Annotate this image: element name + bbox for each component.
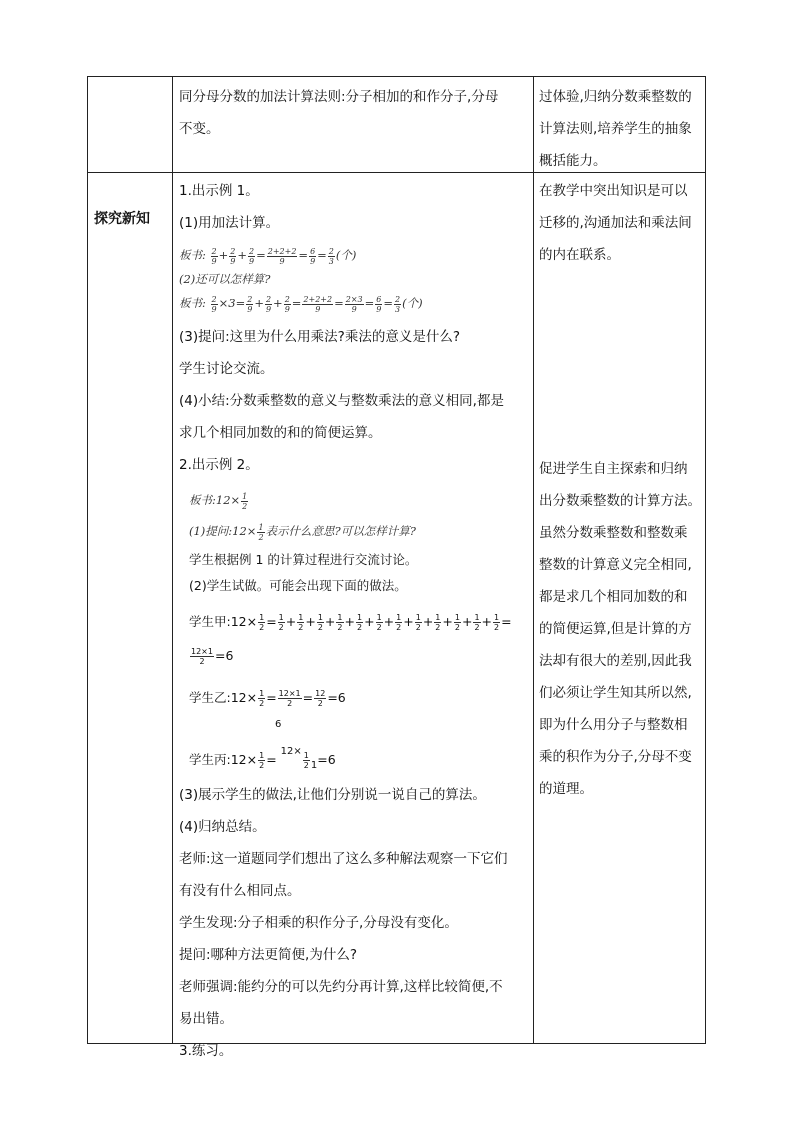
rule-line-2: 不变。 <box>179 121 220 137</box>
student-b-solution: 学生乙:12× $\frac{1}{2}$ = $\frac{12\times 1}{2}$ = $\frac{12}{2}$ =6 <box>189 689 346 708</box>
rule-line-1: 同分母分数的加法计算法则:分子相加的和作分子,分母 <box>179 89 499 105</box>
example-1-title: 1.出示例 1。 <box>179 183 259 199</box>
example-2-step-2: (2)学生试做。可能会出现下面的做法。 <box>189 578 407 593</box>
question-line: 提问:哪种方法更简便,为什么? <box>179 947 358 963</box>
example-1-summary-2: 求几个相同加数的和的简便运算。 <box>179 425 382 441</box>
example-2-title: 2.出示例 2。 <box>179 457 259 473</box>
example-1-step-1: (1)用加法计算。 <box>179 215 280 231</box>
design-intent-b: 促进学生自主探索和归纳 出分数乘整数的计算方法。 虽然分数乘整数和整数乘 整数的计算意义完全相同, 都是求几个相同加数的和 的简便运算,但是计算的方 法却有很大的差别,因此我 们必须让学生知其所以然, 即为什么用分子与整数相 乘的积作为分子,分母不变 的道理。 <box>539 461 701 797</box>
teacher-emphasis-2: 易出错。 <box>179 1011 233 1027</box>
design-intent-a: 在教学中突出知识是可以 迁移的,沟通加法和乘法间 的内在联系。 <box>539 183 692 263</box>
lesson-content <box>179 175 529 1067</box>
objective-text <box>539 81 704 177</box>
student-c-solution: 6 学生丙:12× $\frac{1}{2}$ = 12× $\frac{1}{2}$ 1=6 <box>189 719 336 771</box>
example-2-step-4: (4)归纳总结。 <box>179 819 266 835</box>
board-3: 板书:12× $\frac{1}{2}$ <box>189 491 248 511</box>
example-1-step-3: (3)提问:这里为什么用乘法?乘法的意义是什么? <box>179 329 461 345</box>
lesson-table <box>87 76 706 1059</box>
teacher-line-2: 有没有什么相同点。 <box>179 883 301 899</box>
practice-title: 3.练习。 <box>179 1043 233 1059</box>
objective-line-2: 计算法则,培养学生的抽象 <box>539 121 692 137</box>
teacher-line-1: 老师:这一道题同学们想出了这么多种解法观察一下它们 <box>179 851 508 867</box>
example-1-discussion: 学生讨论交流。 <box>179 361 274 377</box>
objective-line-3: 概括能力。 <box>539 153 607 169</box>
column-divider-2 <box>533 77 534 1043</box>
rule-text <box>179 81 529 145</box>
student-a-solution: 学生甲:12× $\frac{1}{2}$ = $\frac{1}{2}$ + $\frac{1}{2}$ + $\frac{1}{2}$ + $\frac{1}{2}$ + $\frac{1}{2}$ + $\frac{1}{2}$ + $\frac{1}{2}$ + $\frac{1}{2}$ + $\frac{1}{2}$ + $\frac{1}{2}$ + $\frac{1}{2}$ + $\frac{1}{2}$ = $\frac{12\times 1}{2}$ =6 <box>189 613 512 666</box>
example-2-discussion: 学生根据例 1 的计算过程进行交流讨论。 <box>189 552 418 567</box>
example-1-step-2: (2)还可以怎样算? <box>179 272 271 286</box>
teacher-emphasis-1: 老师强调:能约分的可以先约分再计算,这样比较简便,不 <box>179 979 503 995</box>
student-finding: 学生发现:分子相乘的积作分子,分母没有变化。 <box>179 915 458 931</box>
board-2: 板书: $\frac{2}{9}$ ×3= $\frac{2}{9}$ + $\frac{2}{9}$ + $\frac{2}{9}$ = $\frac{2+2+2}{9}$ = $\frac{2\times 3}{9}$ = $\frac{6}{9}$ = $\frac{2}{3}$ (个) <box>179 294 423 314</box>
objective-line-1: 过体验,归纳分数乘整数的 <box>539 89 692 105</box>
example-2-question: (1)提问:12× $\frac{1}{2}$ 表示什么意思?可以怎样计算? <box>189 522 416 542</box>
example-2-step-3: (3)展示学生的做法,让他们分别说一说自己的算法。 <box>179 787 486 803</box>
section-label: 探究新知 <box>94 211 150 227</box>
example-1-summary-1: (4)小结:分数乘整数的意义与整数乘法的意义相同,都是 <box>179 393 504 409</box>
column-divider-1 <box>172 77 173 1043</box>
board-1: 板书: $\frac{2}{9}$ + $\frac{2}{9}$ + $\frac{2}{9}$ = $\frac{2+2+2}{9}$ = $\frac{6}{9}$ = $\frac{2}{3}$ (个) <box>179 246 357 266</box>
